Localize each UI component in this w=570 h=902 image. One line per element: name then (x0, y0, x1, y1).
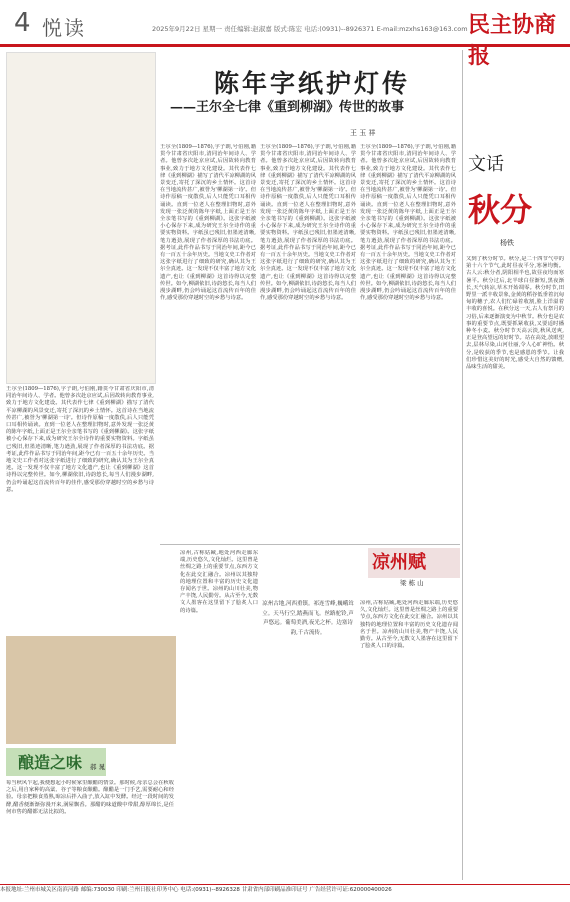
article1-body-col1: 王尔全(1809—1876),字子朗,号伯刚,籍贯今甘肃省庆阳市,清同治年间诗人、学者。他曾多次赴京应试,后因故转向教育事业,致力于地方文化建设。其代表作七律《重到柳湖》描写了清代平凉柳湖的风景变迁,寄托了深沉的乡土情怀。这首诗在当地流传甚广,被誉为'柳湖第一诗'。但诗作原稿一度散佚,后人只能凭口耳相传诵读。直到一位老人在整理旧物时,意外发现一张泛黄的陈年字纸,上面正是王尔全亲笔书写的《重到柳湖》。这张字纸被小心保存下来,成为研究王尔全诗作的重要实物资料。字纸虽已残旧,但墨迹清晰,笔力遒劲,展现了作者深厚的书法功底。据考证,此件作品书写于同治年间,距今已有一百五十余年历史。当地文史工作者对这张字纸进行了细致的研究,确认其为王尔全真迹。这一发现不仅丰富了地方文化遗产,也让《重到柳湖》这首诗得以完整传世。如今,柳湖依旧,诗韵悠长,每当人们漫步湖畔,仍会吟诵起这首流传百年的佳作,感受那份穿越时空的乡愁与诗意。 (6, 386, 154, 493)
article2-byline: 杨铁 (500, 239, 514, 247)
article4-title: 酿造之味 (18, 753, 83, 772)
article2-body: 又到了秋分时节。秋分,是二十四节气中的第十六个节气,此时昼夜平分,寒暑均衡。古人云:秋分者,阴阳相半也,故昼夜均而寒暑平。秋分过后,北半球白昼渐短,黑夜渐长,天气转凉,草木开始凋零。秋分时节,田野里一派丰收景象,金黄的稻谷低垂着沉甸甸的穗子,农人们忙碌着收割,脸上洋溢着丰收的喜悦。在秋分这一天,古人有祭月的习俗,后来逐渐演变为中秋节。秋分也是农事的重要节点,既要抓紧收获,又要适时播种冬小麦。秋分时节天高云淡,秋风送爽,正是登高望远的好时节。站在高处,放眼望去,层林尽染,山河壮丽,令人心旷神怡。秋分,是收获的季节,也是感恩的季节。让我们珍惜这美好的时光,感受大自然的馈赠,品味生活的甜美。 (466, 256, 564, 371)
article1-body-col3: 王尔全(1809—1876),字子朗,号伯刚,籍贯今甘肃省庆阳市,清同治年间诗人、学者。他曾多次赴京应试,后因故转向教育事业,致力于地方文化建设。其代表作七律《重到柳湖》描写了清代平凉柳湖的风景变迁,寄托了深沉的乡土情怀。这首诗在当地流传甚广,被誉为'柳湖第一诗'。但诗作原稿一度散佚,后人只能凭口耳相传诵读。直到一位老人在整理旧物时,意外发现一张泛黄的陈年字纸,上面正是王尔全亲笔书写的《重到柳湖》。这张字纸被小心保存下来,成为研究王尔全诗作的重要实物资料。字纸虽已残旧,但墨迹清晰,笔力遒劲,展现了作者深厚的书法功底。据考证,此件作品书写于同治年间,距今已有一百五十余年历史。当地文史工作者对这张字纸进行了细致的研究,确认其为王尔全真迹。这一发现不仅丰富了地方文化遗产,也让《重到柳湖》这首诗得以完整传世。如今,柳湖依旧,诗韵悠长,每当人们漫步湖畔,仍会吟诵起这首流传百年的佳作,感受那份穿越时空的乡愁与诗意。 (260, 144, 356, 302)
article2-section-label: 文话 (468, 154, 504, 175)
article1-body-col4: 王尔全(1809—1876),字子朗,号伯刚,籍贯今甘肃省庆阳市,清同治年间诗人、学者。他曾多次赴京应试,后因故转向教育事业,致力于地方文化建设。其代表作七律《重到柳湖》描写了清代平凉柳湖的风景变迁,寄托了深沉的乡土情怀。这首诗在当地流传甚广,被誉为'柳湖第一诗'。但诗作原稿一度散佚,后人只能凭口耳相传诵读。直到一位老人在整理旧物时,意外发现一张泛黄的陈年字纸,上面正是王尔全亲笔书写的《重到柳湖》。这张字纸被小心保存下来,成为研究王尔全诗作的重要实物资料。字纸虽已残旧,但墨迹清晰,笔力遒劲,展现了作者深厚的书法功底。据考证,此件作品书写于同治年间,距今已有一百五十余年历史。当地文史工作者对这张字纸进行了细致的研究,确认其为王尔全真迹。这一发现不仅丰富了地方文化遗产,也让《重到柳湖》这首诗得以完整传世。如今,柳湖依旧,诗韵悠长,每当人们漫步湖畔,仍会吟诵起这首流传百年的佳作,感受那份穿越时空的乡愁与诗意。 (360, 144, 456, 302)
calligraphy-image (6, 52, 156, 384)
food-image (6, 636, 176, 744)
footer: 本报地址:兰州市城关区南滨河路 邮编:730030 印刷:兰州日报社印务中心 电话:(0931)--8926328 甘肃省内部印刷品准印证号 广告经营许可证:620000400026 (0, 884, 570, 902)
masthead-meta: 2025年9月22日 星期一 责任编辑:赵淑嘉 版式:陈宏 电话:(0931)--8926371 E-mail:mzxhs163@163.com (152, 25, 468, 33)
article3-byline: 梁 栋 山 (400, 579, 424, 587)
article1-body-col2: 王尔全(1809—1876),字子朗,号伯刚,籍贯今甘肃省庆阳市,清同治年间诗人、学者。他曾多次赴京应试,后因故转向教育事业,致力于地方文化建设。其代表作七律《重到柳湖》描写了清代平凉柳湖的风景变迁,寄托了深沉的乡土情怀。这首诗在当地流传甚广,被誉为'柳湖第一诗'。但诗作原稿一度散佚,后人只能凭口耳相传诵读。直到一位老人在整理旧物时,意外发现一张泛黄的陈年字纸,上面正是王尔全亲笔书写的《重到柳湖》。这张字纸被小心保存下来,成为研究王尔全诗作的重要实物资料。字纸虽已残旧,但墨迹清晰,笔力遒劲,展现了作者深厚的书法功底。据考证,此件作品书写于同治年间,距今已有一百五十余年历史。当地文史工作者对这张字纸进行了细致的研究,确认其为王尔全真迹。这一发现不仅丰富了地方文化遗产,也让《重到柳湖》这首诗得以完整传世。如今,柳湖依旧,诗韵悠长,每当人们漫步湖畔,仍会吟诵起这首流传百年的佳作,感受那份穿越时空的乡愁与诗意。 (160, 144, 256, 302)
article3-body-col1: 凉州,古称姑臧,地处河西走廊东端,历史悠久,文化灿烂。这里曾是丝绸之路上的重要节点,东西方文化在此交汇融合。凉州以其独特的地理位置和丰富的历史文化遗存闻名于世。凉州的山川壮美,物产丰饶,人民勤劳。从古至今,无数文人墨客在这里留下了脍炙人口的诗篇。 (180, 550, 258, 614)
article3-title: 凉州赋 (372, 552, 426, 573)
section-divider (160, 544, 460, 545)
paper-name: 民主协商报 (468, 12, 557, 69)
article4-byline: 郝 晁 (90, 763, 106, 771)
page-number: 4 (14, 8, 31, 38)
article1-byline: 王 玉 祥 (350, 129, 376, 137)
section-title: 悦读 (42, 16, 86, 40)
article3-body-col2: 凉州,古称姑臧,地处河西走廊东端,历史悠久,文化灿烂。这里曾是丝绸之路上的重要节点,东西方文化在此交汇融合。凉州以其独特的地理位置和丰富的历史文化遗存闻名于世。凉州的山川壮美,物产丰饶,人民勤劳。从古至今,无数文人墨客在这里留下了脍炙人口的诗篇。 (360, 600, 458, 650)
article1-subhead: ——王尔全七律《重到柳湖》传世的故事 (170, 100, 405, 115)
article1-headline: 陈年字纸护灯传 (214, 69, 411, 98)
article3-poem: 凉州古地,河西重镇。祁连雪峰,巍峨耸立。天马行空,踏燕而飞。丝路驼铃,声声悠远。葡萄美酒,夜光之杯。边塞诗韵,千古流传。 (262, 601, 354, 636)
article2-title: 秋分 (468, 191, 533, 229)
article4-body: 每当秋风乍起,我便想起小时候家里酿醋的情景。那时候,母亲总会在秋收之后,用自家种的高粱、谷子等粮食酿醋。酿醋是一门手艺,需要耐心和经验。母亲把粮食蒸熟,晾凉后拌入曲子,放入缸中发酵。经过一段时间的发酵,醋香便渐渐弥漫开来,满屋飘香。那醋的味道酸中带甜,醇厚绵长,是任何市售的醋都无法比拟的。 (6, 780, 174, 815)
column-divider (462, 50, 463, 880)
